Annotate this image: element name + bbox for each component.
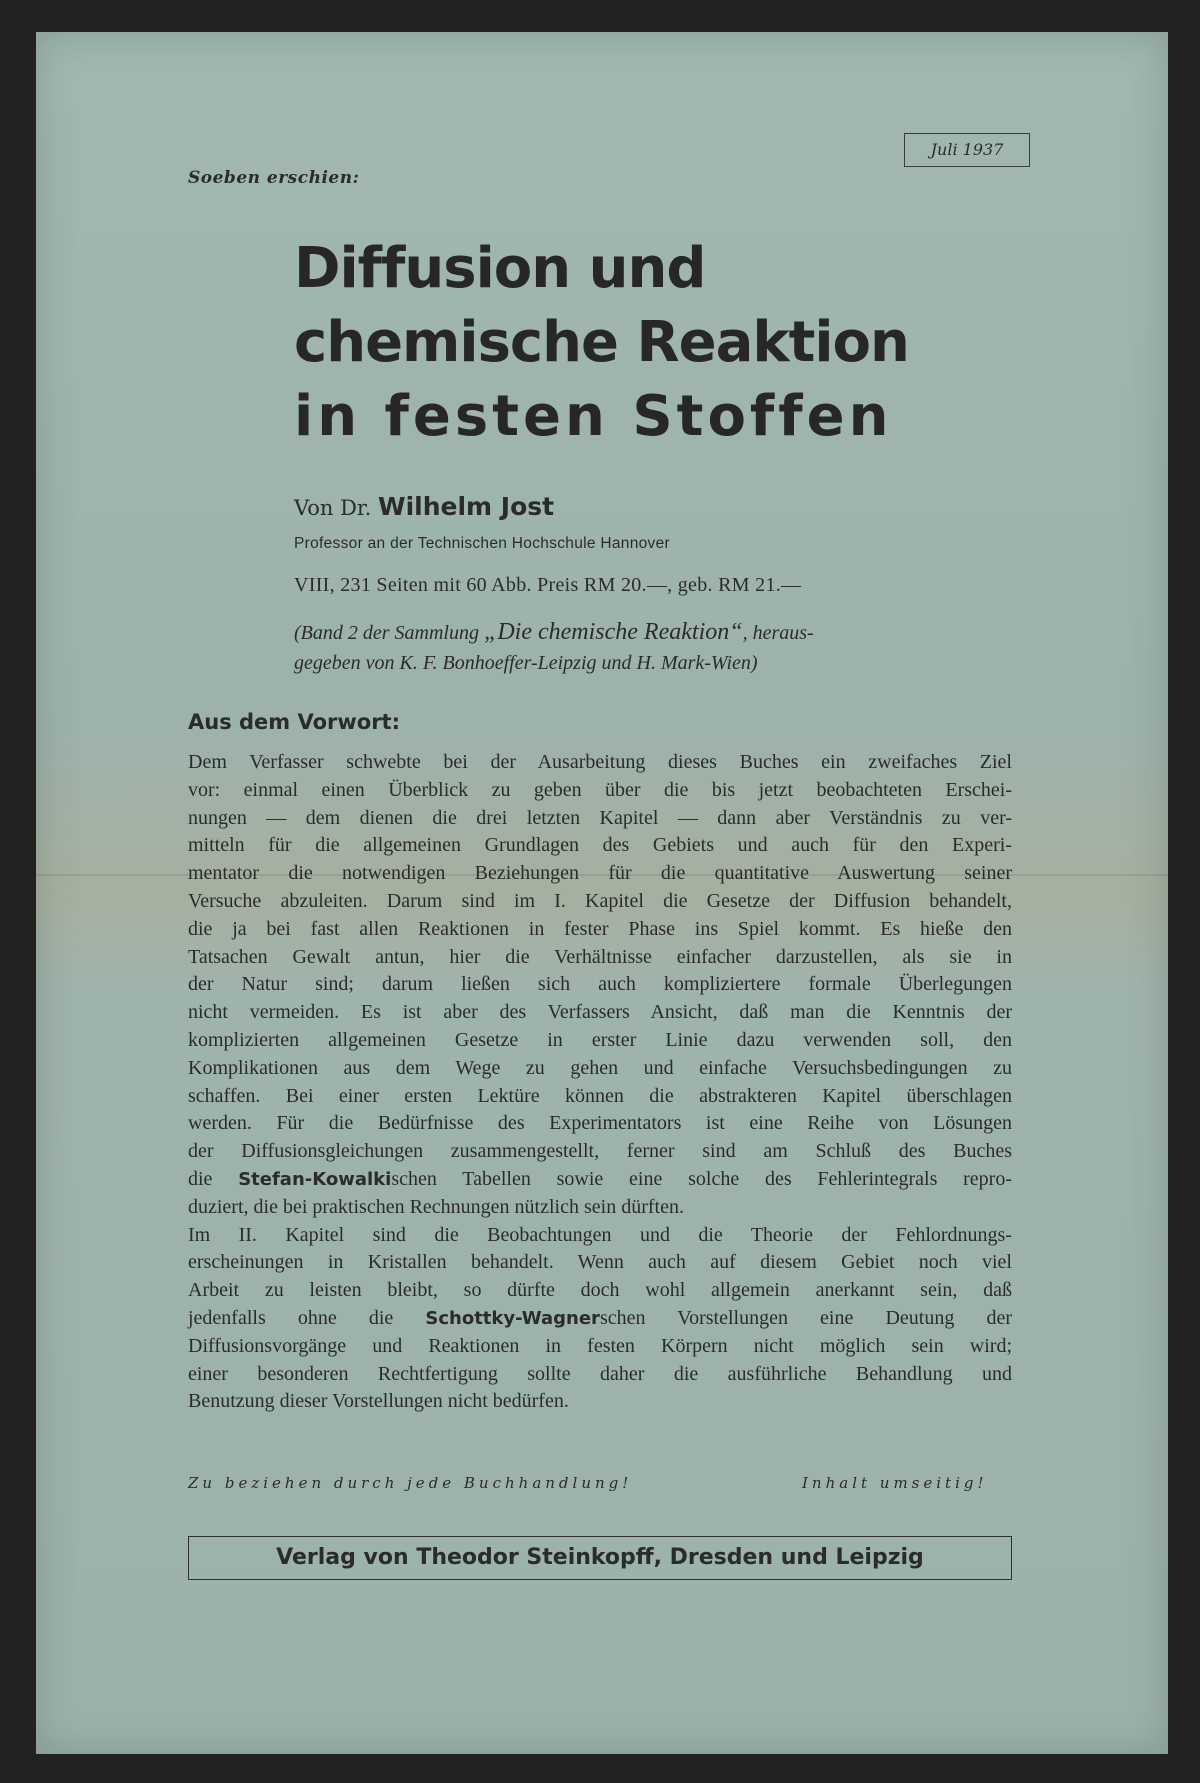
date-box: Juli 1937 [904,133,1030,167]
text-line: mentator die notwendigen Beziehungen für die quantitative Auswertung seiner [188,862,1012,885]
cited-name: Schottky-Wagner [425,1307,600,1329]
author-prefix: Von Dr. [294,496,372,520]
text-line: Versuche abzuleiten. Darum sind im I. Kapitel die Gesetze der Diffusion behandelt, [188,889,1012,912]
text-fragment: jedenfalls ohne die [188,1306,426,1329]
text-line: nungen — dem dienen die drei letzten Kapitel — dann aber Verständnis zu ver- [188,806,1012,829]
series-name: „Die chemische Reaktion“ [483,619,743,645]
text-line: einer besonderen Rechtfertigung sollte daher die ausführliche Behandlung und [188,1362,1012,1385]
series-note [294,617,1014,678]
book-title [294,232,1014,454]
text-fragment: die [188,1167,239,1190]
text-line: Komplikationen aus dem Wege zu gehen und einfache Versuchsbedingungen zu [188,1056,1012,1079]
publisher-box: Verlag von Theodor Steinkopff, Dresden und Leipzig [188,1536,1012,1580]
text-line: Benutzung dieser Vorstellungen nicht bedürfen. [188,1390,569,1413]
text-line: mitteln für die allgemeinen Grundlagen des Gebiets und auch für den Experi- [188,834,1012,857]
text-line: der Natur sind; darum ließen sich auch kompliziertere formale Überlegungen [188,973,1012,996]
text-line: der Diffusionsgleichungen zusammengestellt, ferner sind am Schluß des Buches [188,1140,1012,1163]
text-line: werden. Für die Bedürfnisse des Experimentators ist eine Reihe von Lösungen [188,1112,1012,1135]
author-name: Wilhelm Jost [378,492,555,521]
text-line: erscheinungen in Kristallen behandelt. Wenn auch auf diesem Gebiet noch viel [188,1251,1012,1274]
series-text-3: gegeben von K. F. Bonhoeffer-Leipzig und H. Mark-Wien) [294,652,758,674]
author-line [294,492,554,521]
title-line-1: Diffusion und [294,236,706,301]
text-fragment: schen Tabellen sowie eine solche des Fehlerintegrals repro- [391,1167,1012,1190]
series-text-2: , heraus- [742,622,814,644]
text-line: Im II. Kapitel sind die Beobachtungen und die Theorie der Fehlordnungs- [188,1223,1012,1246]
text-fragment: schen Vorstellungen eine Deutung der [599,1306,1012,1329]
text-line: Tatsachen Gewalt antun, hier die Verhältnisse einfacher darzustellen, als sie in [188,945,1012,968]
text-line: Dem Verfasser schwebte bei der Ausarbeitung dieses Buches ein zweifaches Ziel [188,751,1012,773]
announcement: Soeben erschien: [188,168,360,188]
cited-name: Stefan-Kowalki [238,1168,392,1190]
availability-note: Zu beziehen durch jede Buchhandlung! [188,1474,633,1492]
title-line-3: in festen Stoffen [294,384,893,449]
series-text-1: (Band 2 der Sammlung [294,622,484,644]
text-line: Diffusionsvorgänge und Reaktionen in festen Körpern nicht möglich sein wird; [188,1334,1012,1357]
text-line [188,1305,1012,1333]
text-line: vor: einmal einen Überblick zu geben über die bis jetzt beobachteten Erschei- [188,778,1012,801]
text-line: duziert, die bei praktischen Rechnungen nützlich sein dürften. [188,1195,684,1218]
contents-note: Inhalt umseitig! [802,1474,988,1492]
flyer-sheet [36,32,1168,1754]
text-line: schaffen. Bei einer ersten Lektüre können die abstrakteren Kapitel überschlagen [188,1084,1012,1107]
text-line: die ja bei fast allen Reaktionen in fester Phase ins Spiel kommt. Es hieße den [188,917,1012,940]
text-line: komplizierten allgemeinen Gesetze in erster Linie dazu verwenden soll, den [188,1028,1012,1051]
title-line-2: chemische Reaktion [294,310,909,375]
vorwort-heading: Aus dem Vorwort: [188,710,400,734]
book-details: VIII, 231 Seiten mit 60 Abb. Preis RM 20.—, geb. RM 21.— [294,574,802,596]
author-affiliation: Professor an der Technischen Hochschule Hannover [294,535,670,552]
text-line: Arbeit zu leisten bleibt, so dürfte doch wohl allgemein anerkannt sein, daß [188,1279,1012,1302]
vorwort-text [188,749,1012,1416]
text-line: nicht vermeiden. Es ist aber des Verfassers Ansicht, daß man die Kenntnis der [188,1001,1012,1024]
text-line [188,1166,1012,1194]
